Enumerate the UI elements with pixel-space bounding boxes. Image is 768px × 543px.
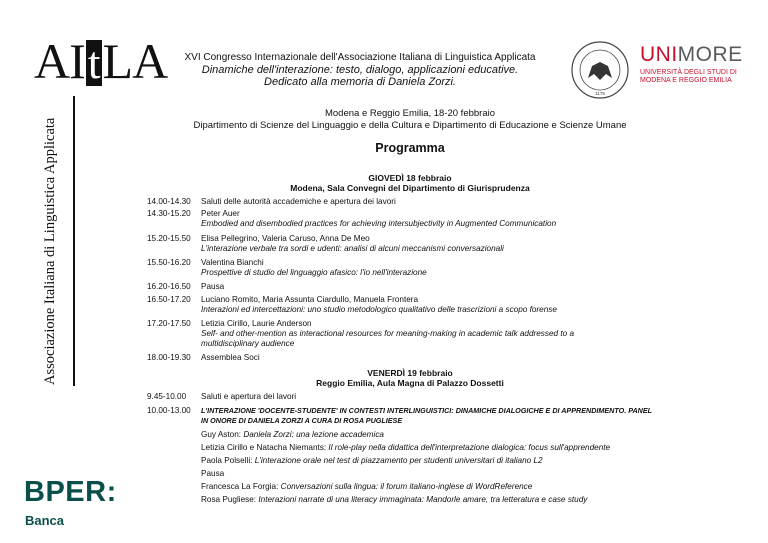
- page-title: Programma: [375, 141, 445, 155]
- day2-title: VENERDÌ 19 febbraio: [367, 368, 453, 378]
- panel-break: Pausa: [201, 469, 225, 478]
- panel-talk: Rosa Pugliese: Interazioni narrate di una literacy immaginata: Mandorle amare, tra letteratura e case study: [201, 495, 588, 504]
- unimore-subtitle-1: UNIVERSITÀ DEGLI STUDI DI: [640, 69, 737, 76]
- schedule-row: 16.20-16.50 Pausa: [147, 282, 225, 291]
- panel-talk: Letizia Cirillo e Natacha Niemants: Il role-play nella didattica dell'interpretazione dialogica: focus sull'apprendente: [201, 443, 611, 452]
- schedule-row: 10.00-13.00: [147, 406, 191, 415]
- bper-banca-label: Banca: [25, 513, 65, 528]
- schedule-row: 14.30-15.20 Peter Auer: [147, 209, 240, 218]
- talk-title: Self- and other-mention as interactional resources for meaning-making in academic talk addressed to a: [201, 329, 575, 338]
- congress-title: XVI Congresso Internazionale dell'Associazione Italiana di Linguistica Applicata: [184, 52, 536, 63]
- panel-talk: Guy Aston: Daniela Zorzi: una lezione accademica: [201, 430, 384, 439]
- schedule-row: 16.50-17.20 Luciano Romito, Maria Assunta Ciardullo, Manuela Frontera: [147, 295, 419, 304]
- unimore-subtitle-2: MODENA E REGGIO EMILIA: [640, 77, 732, 84]
- day1-venue: Modena, Sala Convegni del Dipartimento di Giurisprudenza: [290, 183, 530, 193]
- schedule-row: 18.00-19.30 Assemblea Soci: [147, 353, 260, 362]
- talk-title: L'interazione verbale tra sordi e udenti: analisi di alcuni meccanismi conversazionali: [201, 244, 504, 253]
- congress-header: [170, 52, 550, 88]
- congress-dedication: Dedicato alla memoria di Daniela Zorzi.: [264, 76, 456, 88]
- unimore-seal-icon: [570, 40, 630, 100]
- schedule-row: 15.20-15.50 Elisa Pellegrino, Valeria Caruso, Anna De Meo: [147, 234, 370, 243]
- venue-info: [150, 108, 670, 132]
- venue-dates: Modena e Reggio Emilia, 18-20 febbraio: [324, 108, 496, 119]
- schedule-row: 9.45-10.00 Saluti e apertura dei lavori: [147, 392, 297, 401]
- schedule-row: 17.20-17.50 Letizia Cirillo, Laurie Anderson: [147, 319, 312, 328]
- unimore-logo: UNIMORE UNIVERSITÀ DEGLI STUDI DI MODENA E REGGIO EMILIA: [640, 43, 743, 84]
- sidebar-divider: [73, 96, 75, 386]
- talk-title: Prospettive di studio del linguaggio afasico: l'io nell'interazione: [201, 268, 427, 277]
- talk-title: Interazioni ed intercettazioni: uno studio metodologico qualitativo delle trascrizioni a scopo forense: [201, 305, 557, 314]
- panel-talk: Francesca La Forgia: Conversazioni sulla lingua: il forum italiano-inglese di WordReference: [201, 482, 533, 491]
- day2-venue: Reggio Emilia, Aula Magna di Palazzo Dossetti: [316, 378, 504, 388]
- bper-logo: BPER:: [24, 476, 117, 508]
- schedule-row: 15.50-16.20 Valentina Bianchi: [147, 258, 264, 267]
- svg-text:1175: 1175: [595, 91, 605, 96]
- panel-title: L'INTERAZIONE 'DOCENTE-STUDENTE' IN CONTESTI INTERLINGUISTICI: DINAMICHE DIALOGICHE E DI APPRENDIMENTO. PANEL: [201, 406, 653, 415]
- congress-theme: Dinamiche dell'interazione: testo, dialogo, applicazioni educative.: [201, 64, 519, 76]
- talk-title-cont: multidisciplinary audience: [201, 339, 295, 348]
- talk-title: Embodied and disembodied practices for achieving intersubjectivity in Augmented Communication: [201, 219, 557, 228]
- schedule-row: 14.00-14.30 Saluti delle autorità accademiche e apertura dei lavori: [147, 197, 396, 206]
- sidebar-title: Associazione Italiana di Linguistica Applicata: [42, 117, 58, 385]
- day1-title: GIOVEDÌ 18 febbraio: [368, 173, 452, 183]
- aitla-logo: AItLA: [34, 33, 168, 89]
- panel-talk: Paola Polselli: L'interazione orale nel test di piazzamento per studenti universitari di italiano L2: [201, 456, 543, 465]
- venue-departments: Dipartimento di Scienze del Linguaggio e della Cultura e Dipartimento di Educazione e Scienze Umane: [193, 120, 627, 131]
- panel-subtitle: IN ONORE DI DANIELA ZORZI A CURA DI ROSA PUGLIESE: [201, 416, 403, 425]
